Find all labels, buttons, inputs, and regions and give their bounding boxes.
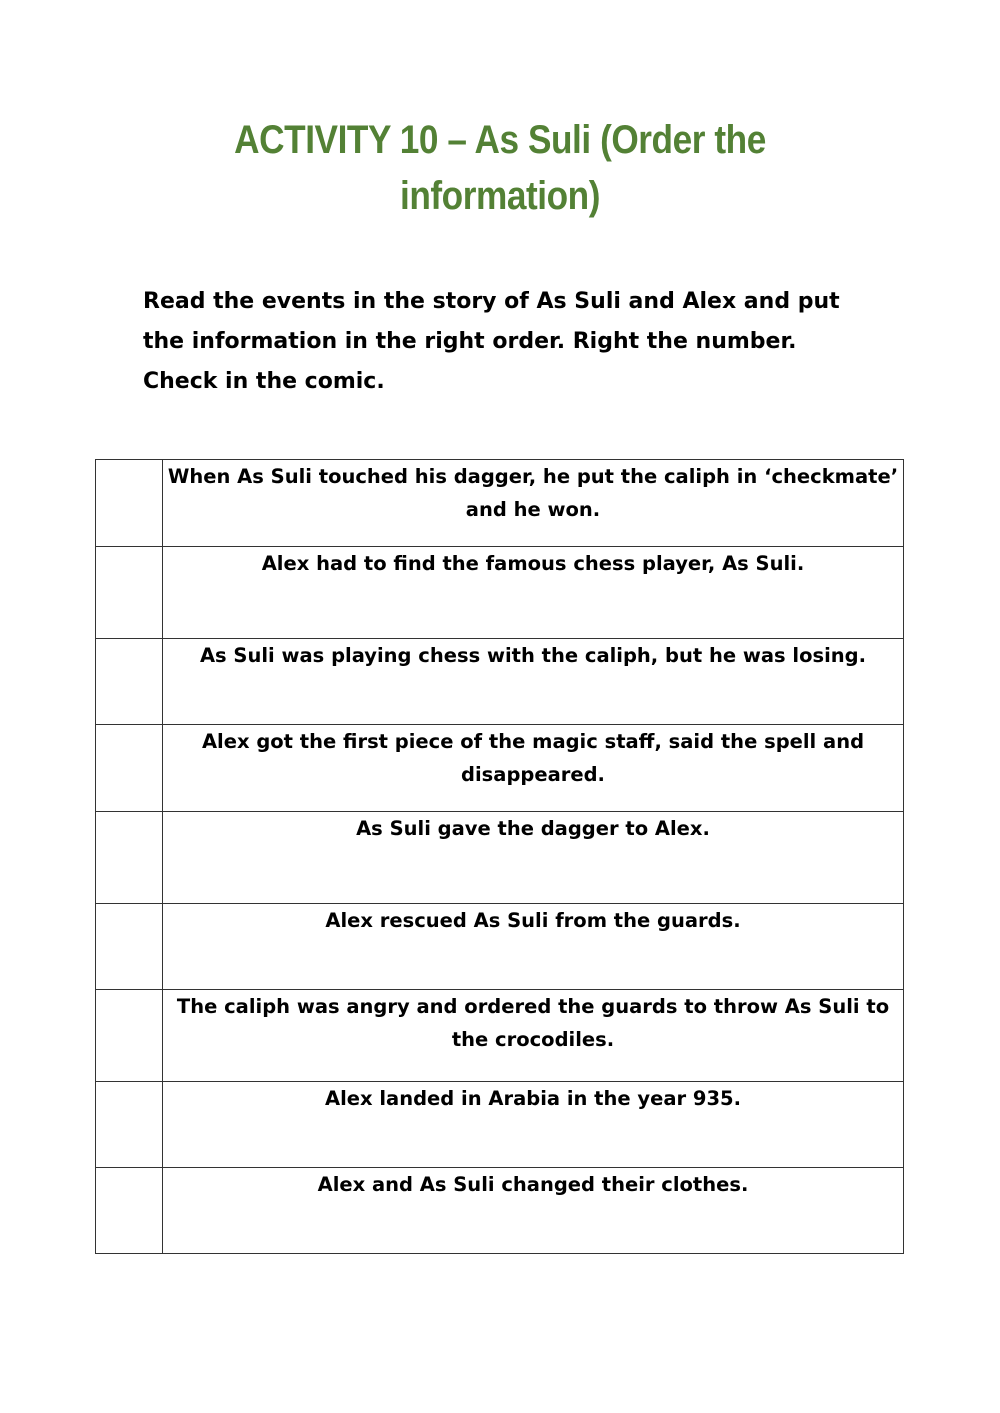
event-text: When As Suli touched his dagger, he put the caliph in ‘checkmate’ and he won. <box>163 460 904 547</box>
event-text: Alex landed in Arabia in the year 935. <box>163 1082 904 1168</box>
order-number-cell[interactable] <box>96 904 163 990</box>
event-text: Alex had to find the famous chess player, As Suli. <box>163 547 904 639</box>
title-line-1: ACTIVITY 10 – As Suli (Order the <box>234 118 766 162</box>
table-row <box>96 1082 904 1168</box>
event-text: As Suli was playing chess with the caliph, but he was losing. <box>163 639 904 725</box>
instructions <box>143 282 863 402</box>
order-number-cell[interactable] <box>96 812 163 904</box>
events-order-table <box>95 459 904 1254</box>
table-row <box>96 812 904 904</box>
order-number-cell[interactable] <box>96 990 163 1082</box>
event-text: As Suli gave the dagger to Alex. <box>163 812 904 904</box>
order-number-cell[interactable] <box>96 547 163 639</box>
instructions-line-3: Check in the comic. <box>143 369 385 394</box>
order-number-cell[interactable] <box>96 639 163 725</box>
event-text: Alex got the first piece of the magic staff, said the spell and disappeared. <box>163 725 904 812</box>
order-number-cell[interactable] <box>96 1168 163 1254</box>
table-row <box>96 725 904 812</box>
table-row <box>96 547 904 639</box>
table-row <box>96 990 904 1082</box>
title-line-2: information) <box>399 174 601 218</box>
table-row <box>96 460 904 547</box>
event-text: Alex and As Suli changed their clothes. <box>163 1168 904 1254</box>
order-number-cell[interactable] <box>96 1082 163 1168</box>
order-number-cell[interactable] <box>96 725 163 812</box>
instructions-line-2: the information in the right order. Right the number. <box>143 329 797 354</box>
event-text: Alex rescued As Suli from the guards. <box>163 904 904 990</box>
table-row <box>96 639 904 725</box>
table-row <box>96 1168 904 1254</box>
page-title <box>192 112 808 224</box>
instructions-line-1: Read the events in the story of As Suli and Alex and put <box>143 289 840 314</box>
order-number-cell[interactable] <box>96 460 163 547</box>
event-text: The caliph was angry and ordered the guards to throw As Suli to the crocodiles. <box>163 990 904 1082</box>
table-row <box>96 904 904 990</box>
